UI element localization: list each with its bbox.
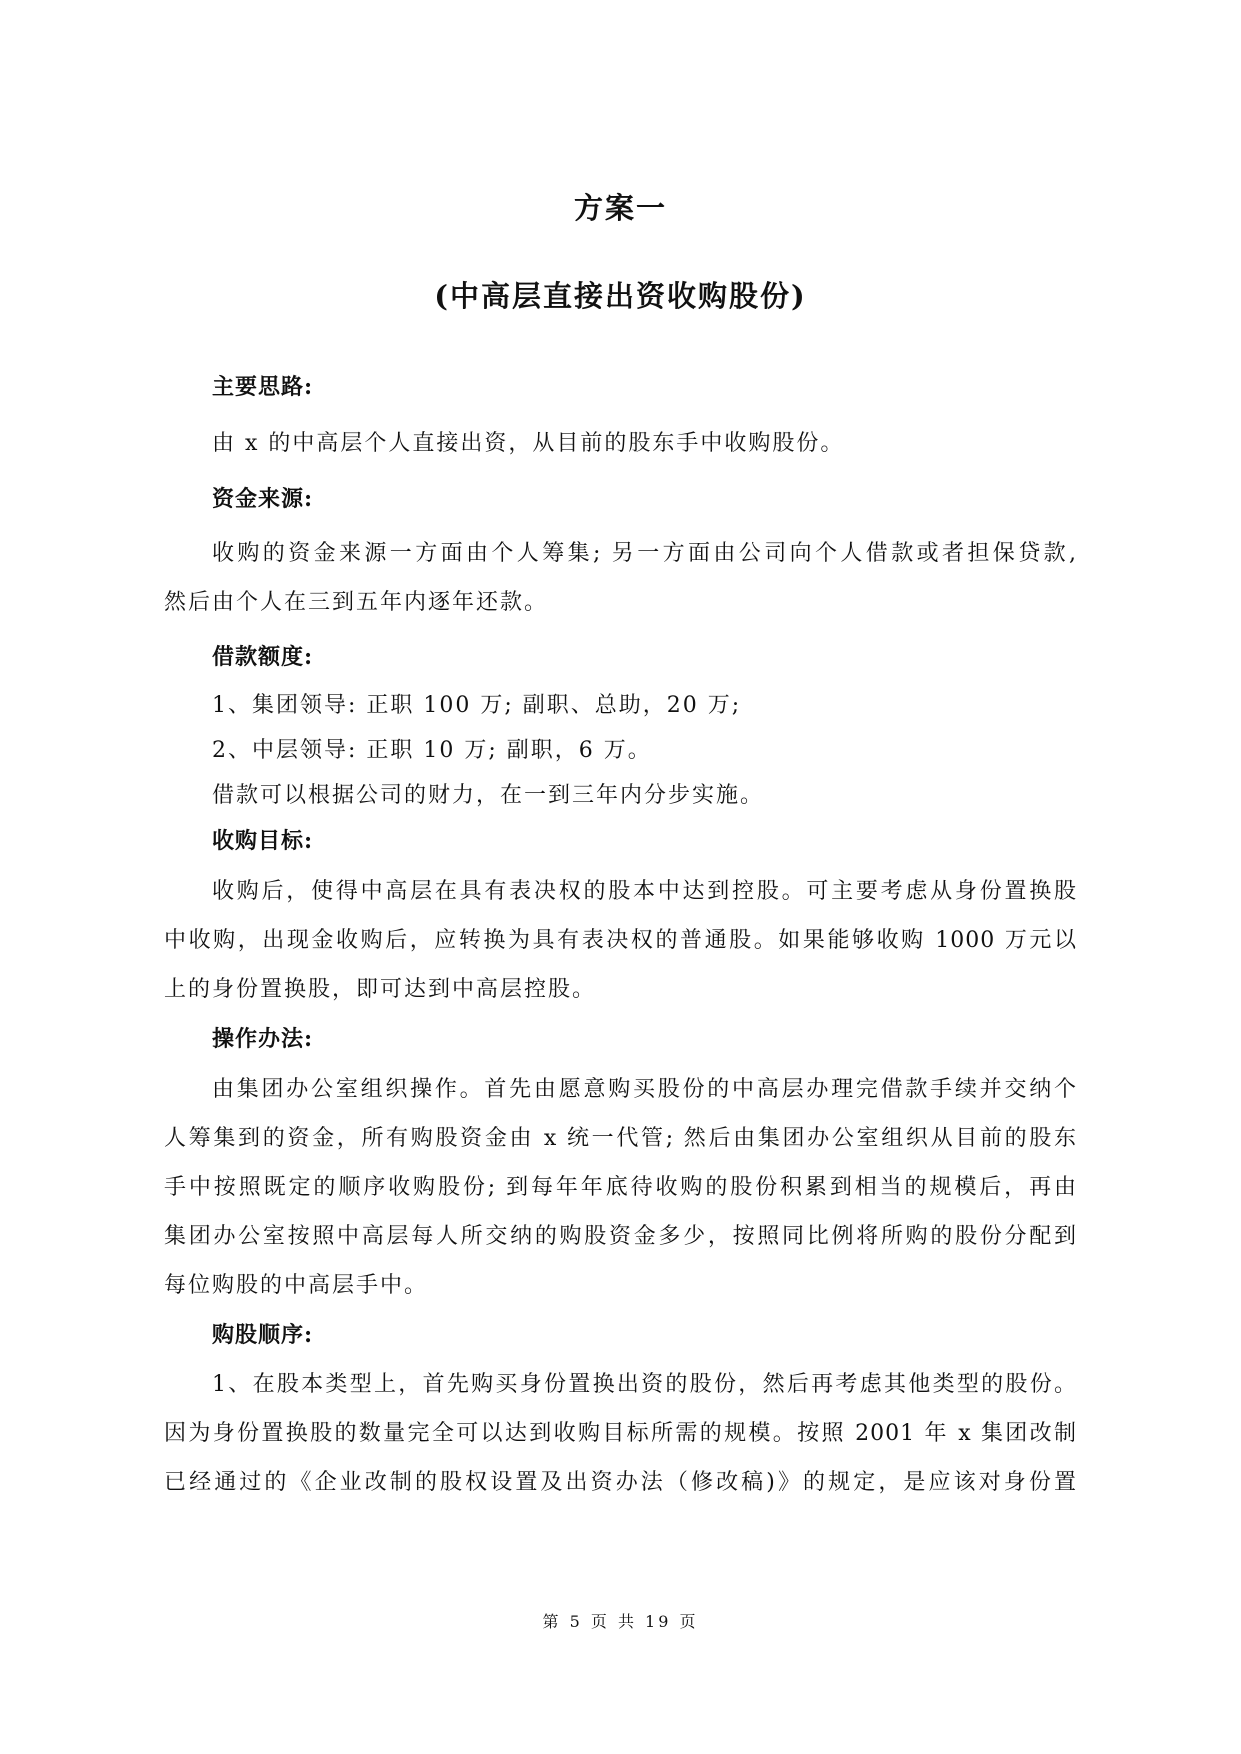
paragraph-line: 收购的资金来源一方面由个人筹集; 另一方面由公司向个人借款或者担保贷款,	[212, 541, 1077, 566]
paragraph-line: 然后由个人在三到五年内逐年还款。	[164, 590, 549, 615]
section-heading-funding: 资金来源:	[212, 486, 314, 512]
list-item: 2、中层领导: 正职 10 万; 副职，6 万。	[212, 738, 652, 763]
paragraph-line: 手中按照既定的顺序收购股份; 到每年年底待收购的股份积累到相当的规模后，再由	[164, 1175, 1077, 1200]
section-heading-loan: 借款额度:	[212, 644, 314, 670]
page-number-footer: 第 5 页 共 19 页	[542, 1612, 699, 1631]
paragraph-line: 每位购股的中高层手中。	[164, 1273, 429, 1298]
paragraph-line: 上的身份置换股，即可达到中高层控股。	[164, 977, 597, 1002]
paragraph-line: 收购后，使得中高层在具有表决权的股本中达到控股。可主要考虑从身份置换股	[212, 879, 1077, 904]
paragraph-line: 人筹集到的资金，所有购股资金由 x 统一代管; 然后由集团办公室组织从目前的股东	[164, 1126, 1077, 1151]
paragraph-line: 借款可以根据公司的财力，在一到三年内分步实施。	[212, 783, 765, 808]
page-title: 方案一	[573, 191, 667, 225]
section-heading-order: 购股顺序:	[212, 1322, 314, 1348]
section-heading-approach: 主要思路:	[212, 374, 314, 400]
paragraph-line: 已经通过的《企业改制的股权设置及出资办法（修改稿)》的规定，是应该对身份置	[164, 1470, 1077, 1495]
paragraph-line: 由集团办公室组织操作。首先由愿意购买股份的中高层办理完借款手续并交纳个	[212, 1077, 1077, 1102]
paragraph-line: 中收购，出现金收购后，应转换为具有表决权的普通股。如果能够收购 1000 万元以	[164, 928, 1077, 953]
section-heading-operation: 操作办法:	[212, 1026, 314, 1052]
section-heading-target: 收购目标:	[212, 828, 314, 854]
page-subtitle: (中高层直接出资收购股份)	[434, 279, 807, 313]
paragraph-line: 因为身份置换股的数量完全可以达到收购目标所需的规模。按照 2001 年 x 集团改制	[164, 1421, 1077, 1446]
paragraph-line: 由 x 的中高层个人直接出资，从目前的股东手中收购股份。	[212, 431, 845, 456]
list-item: 1、集团领导: 正职 100 万; 副职、总助，20 万;	[212, 693, 742, 718]
paragraph-line: 集团办公室按照中高层每人所交纳的购股资金多少，按照同比例将所购的股份分配到	[164, 1224, 1077, 1249]
paragraph-line: 1、在股本类型上，首先购买身份置换出资的股份，然后再考虑其他类型的股份。	[212, 1372, 1077, 1397]
